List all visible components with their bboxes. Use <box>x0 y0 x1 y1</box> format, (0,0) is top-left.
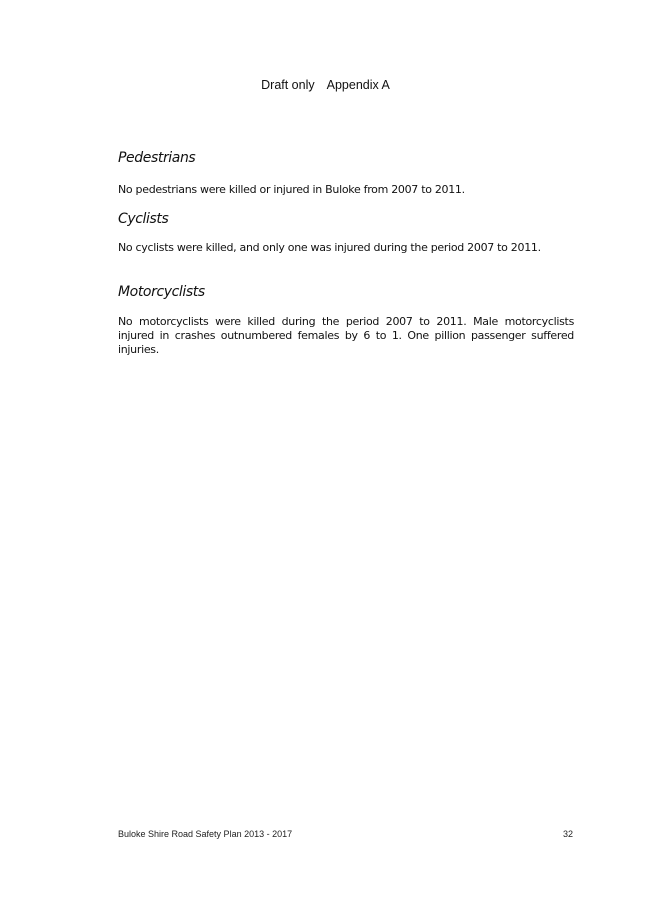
footer-document-title: Buloke Shire Road Safety Plan 2013 - 2017 <box>118 829 293 839</box>
section-text-pedestrians: No pedestrians were killed or injured in Buloke from 2007 to 2011. <box>118 183 465 196</box>
appendix-label: Appendix A <box>326 78 390 92</box>
section-text-cyclists: No cyclists were killed, and only one was injured during the period 2007 to 2011. <box>118 241 541 254</box>
section-heading-cyclists: Cyclists <box>118 211 169 227</box>
page-header <box>0 78 651 92</box>
section-heading-motorcyclists: Motorcyclists <box>118 284 205 300</box>
draft-label: Draft only <box>261 78 315 92</box>
footer-page-number: 32 <box>562 829 573 839</box>
section-heading-pedestrians: Pedestrians <box>118 150 196 166</box>
section-text-motorcyclists: No motorcyclists were killed during the period 2007 to 2011. Male motorcyclists injured in crashes outnumbered females by 6 to 1. One pillion passenger suffered injuries. <box>118 315 574 356</box>
